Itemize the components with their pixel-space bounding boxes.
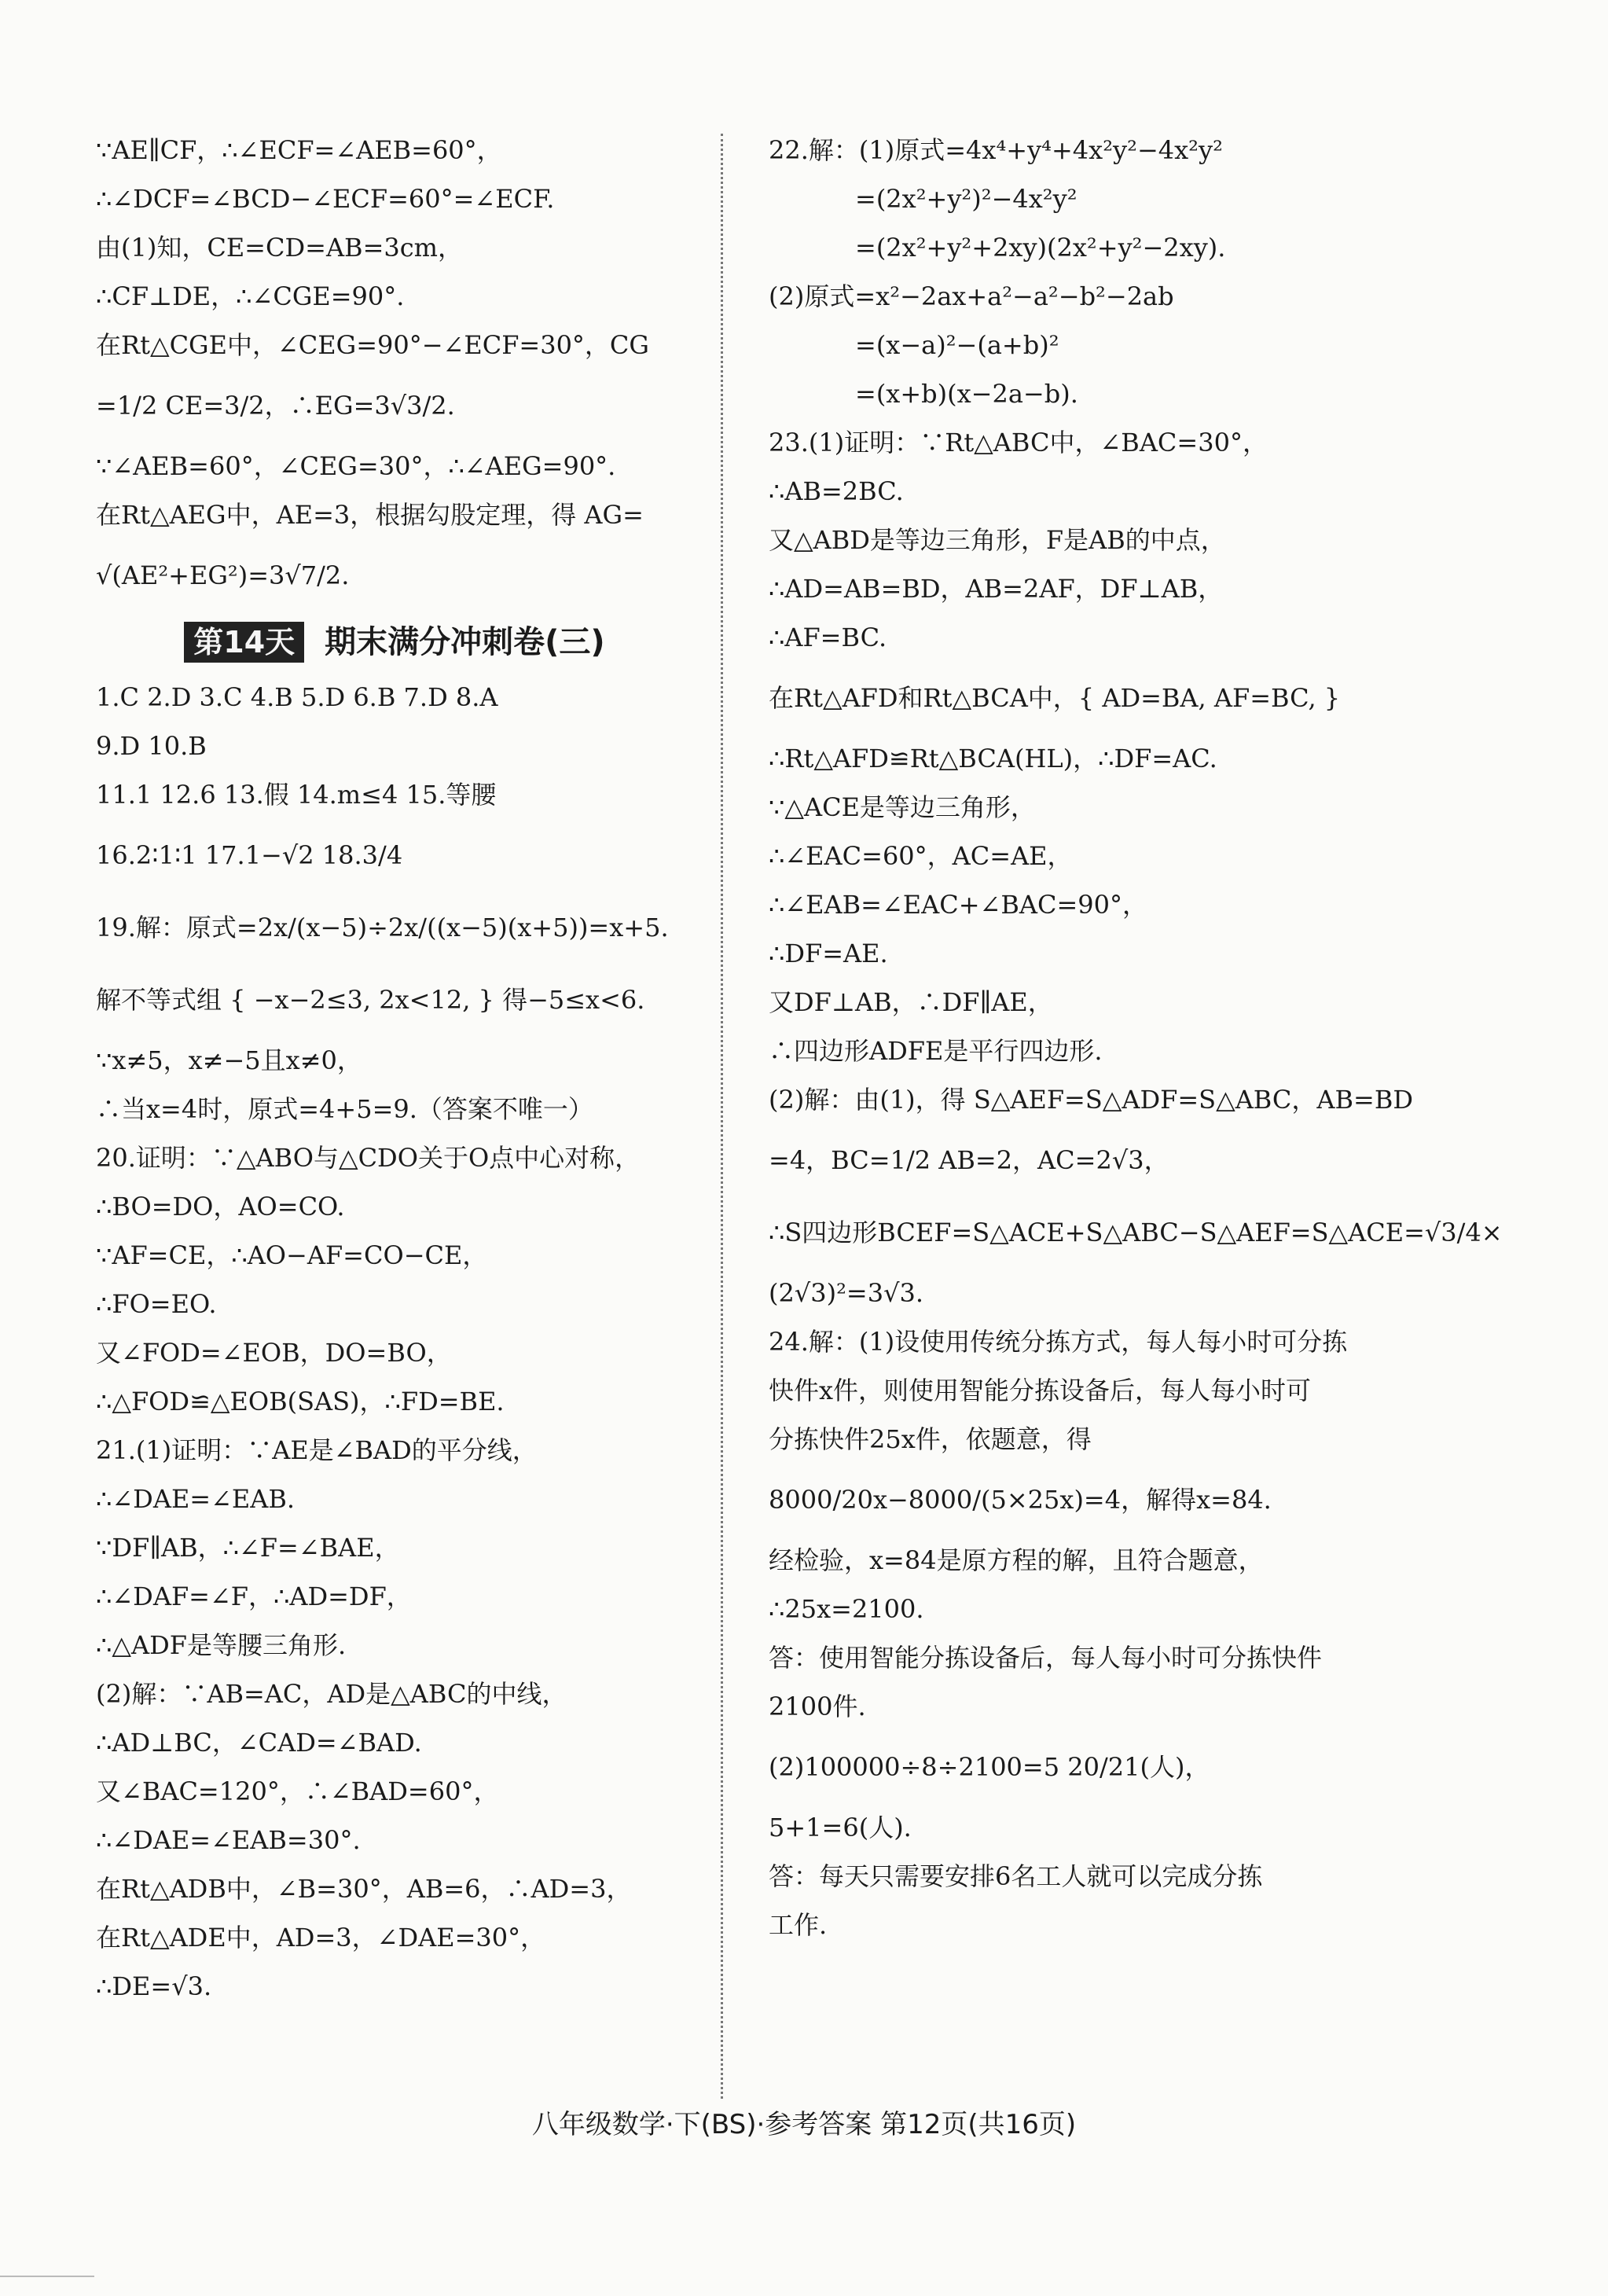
answer-line: 11.1 12.6 13.假 14.m≤4 15.等腰 bbox=[96, 780, 497, 810]
answer-line: ∴∠DCF=∠BCD−∠ECF=60°=∠ECF. bbox=[96, 184, 555, 214]
answer-line: √(AE²+EG²)=3√7/2. bbox=[96, 560, 350, 590]
left-column bbox=[96, 126, 693, 2011]
page-footer: 八年级数学·下(BS)·参考答案 第12页(共16页) bbox=[531, 2109, 1077, 2140]
answer-line: =(x−a)²−(a+b)² bbox=[855, 330, 1059, 360]
section-badge: 第14天 bbox=[184, 622, 304, 663]
answer-line: =1/2 CE=3/2，∴EG=3√3/2. bbox=[96, 391, 455, 421]
answer-line: ∵x≠5，x≠−5且x≠0， bbox=[96, 1045, 362, 1075]
answer-line: 21.(1)证明：∵AE是∠BAD的平分线， bbox=[96, 1435, 538, 1465]
answer-line: 22.解：(1)原式=4x⁴+y⁴+4x²y²−4x²y² bbox=[769, 135, 1223, 165]
answer-line: (2√3)²=3√3. bbox=[769, 1278, 923, 1308]
answer-line: ∴∠DAE=∠EAB. bbox=[96, 1484, 296, 1514]
answer-line: =(2x²+y²+2xy)(2x²+y²−2xy). bbox=[855, 233, 1226, 263]
answer-line: ∴Rt△AFD≌Rt△BCA(HL)，∴DF=AC. bbox=[769, 744, 1217, 773]
answer-line: 在Rt△CGE中，∠CEG=90°−∠ECF=30°，CG bbox=[96, 330, 649, 360]
answer-line: =(x+b)(x−2a−b). bbox=[855, 379, 1078, 409]
answer-line: ∴∠EAB=∠EAC+∠BAC=90°， bbox=[769, 890, 1148, 920]
answer-line: 又△ABD是等边三角形，F是AB的中点， bbox=[769, 525, 1226, 555]
answer-line: 又∠BAC=120°，∴∠BAD=60°， bbox=[96, 1776, 499, 1806]
answer-line: ∴S四边形BCEF=S△ACE+S△ABC−S△AEF=S△ACE=√3/4× bbox=[769, 1218, 1503, 1247]
answer-line: 经检验，x=84是原方程的解，且符合题意， bbox=[769, 1545, 1264, 1575]
answer-line: 16.2∶1∶1 17.1−√2 18.3/4 bbox=[96, 840, 403, 870]
answer-line: (2)解：由(1)，得 S△AEF=S△ADF=S△ABC，AB=BD bbox=[769, 1085, 1414, 1115]
answer-line: 又∠FOD=∠EOB，DO=BO， bbox=[96, 1338, 452, 1368]
section-title: 期末满分冲刺卷(三) bbox=[325, 624, 605, 660]
answer-line: ∴AF=BC. bbox=[769, 623, 887, 652]
answer-line: ∴四边形ADFE是平行四边形. bbox=[769, 1036, 1103, 1066]
answer-line: ∴AD⊥BC，∠CAD=∠BAD. bbox=[96, 1728, 422, 1758]
answer-line: 分拣快件25x件，依题意，得 bbox=[769, 1424, 1092, 1454]
answer-line: 在Rt△AEG中，AE=3，根据勾股定理，得 AG= bbox=[96, 500, 644, 530]
answer-line: 24.解：(1)设使用传统分拣方式，每人每小时可分拣 bbox=[769, 1327, 1348, 1357]
answer-line: (2)解：∵AB=AC，AD是△ABC的中线， bbox=[96, 1679, 567, 1709]
answer-line: ∴∠EAC=60°，AC=AE， bbox=[769, 841, 1073, 871]
answer-line: 9.D 10.B bbox=[96, 731, 207, 761]
answer-line: (2)100000÷8÷2100=5 20/21(人)， bbox=[769, 1752, 1210, 1782]
section-heading bbox=[96, 612, 693, 673]
answer-line: ∴FO=EO. bbox=[96, 1289, 217, 1319]
answer-line: 1.C 2.D 3.C 4.B 5.D 6.B 7.D 8.A bbox=[96, 682, 498, 712]
answer-line: 快件x件，则使用智能分拣设备后，每人每小时可 bbox=[769, 1376, 1312, 1405]
answer-line: 在Rt△ADB中，∠B=30°，AB=6，∴AD=3， bbox=[96, 1874, 632, 1904]
answer-line: ∴∠DAE=∠EAB=30°. bbox=[96, 1825, 361, 1855]
answer-line: =4，BC=1/2 AB=2，AC=2√3， bbox=[769, 1145, 1169, 1175]
answer-line: 工作. bbox=[769, 1910, 828, 1940]
answer-line: 20.证明：∵△ABO与△CDO关于O点中心对称， bbox=[96, 1143, 641, 1173]
scan-edge-line bbox=[0, 2276, 94, 2277]
answer-line: ∴25x=2100. bbox=[769, 1594, 924, 1624]
answer-line: 由(1)知，CE=CD=AB=3cm， bbox=[96, 233, 464, 263]
answer-line: 解不等式组 { −x−2≤3, 2x<12, } 得−5≤x<6. bbox=[96, 985, 645, 1015]
answer-line: ∴DE=√3. bbox=[96, 1971, 212, 2001]
answer-line: ∴CF⊥DE，∴∠CGE=90°. bbox=[96, 281, 405, 311]
answer-line: ∴△ADF是等腰三角形. bbox=[96, 1630, 347, 1660]
answer-line: ∴当x=4时，原式=4+5=9.（答案不唯一） bbox=[96, 1094, 593, 1124]
answer-line: ∴∠DAF=∠F，∴AD=DF， bbox=[96, 1581, 412, 1611]
answer-line: 19.解：原式=2x/(x−5)÷2x/((x−5)(x+5))=x+5. bbox=[96, 913, 669, 942]
answer-line: 8000/20x−8000/(5×25x)=4，解得x=84. bbox=[769, 1485, 1272, 1515]
answer-line: 又DF⊥AB，∴DF∥AE， bbox=[769, 987, 1053, 1017]
answer-line: ∴AD=AB=BD，AB=2AF，DF⊥AB， bbox=[769, 574, 1224, 604]
answer-line: 23.(1)证明：∵Rt△ABC中，∠BAC=30°， bbox=[769, 428, 1268, 457]
answer-line: 在Rt△AFD和Rt△BCA中，{ AD=BA, AF=BC, } bbox=[769, 683, 1341, 713]
answer-line: 答：使用智能分拣设备后，每人每小时可分拣快件 bbox=[769, 1643, 1323, 1673]
answer-line: ∴DF=AE. bbox=[769, 939, 888, 968]
right-column bbox=[769, 126, 1503, 1949]
column-divider bbox=[721, 134, 723, 2099]
answer-line: 答：每天只需要安排6名工人就可以完成分拣 bbox=[769, 1861, 1263, 1891]
answer-line: ∴BO=DO，AO=CO. bbox=[96, 1192, 345, 1221]
answer-line: ∵∠AEB=60°，∠CEG=30°，∴∠AEG=90°. bbox=[96, 451, 616, 481]
answer-line: (2)原式=x²−2ax+a²−a²−b²−2ab bbox=[769, 281, 1174, 311]
answer-line: ∴△FOD≌△EOB(SAS)，∴FD=BE. bbox=[96, 1387, 505, 1416]
answer-line: ∵△ACE是等边三角形， bbox=[769, 792, 1036, 822]
answer-line: ∵AF=CE，∴AO−AF=CO−CE， bbox=[96, 1240, 488, 1270]
answer-line: 2100件. bbox=[769, 1692, 866, 1721]
answer-line: ∵AE∥CF，∴∠ECF=∠AEB=60°， bbox=[96, 135, 502, 165]
answer-line: ∴AB=2BC. bbox=[769, 476, 904, 506]
answer-line: ∵DF∥AB，∴∠F=∠BAE， bbox=[96, 1533, 400, 1563]
answer-line: 5+1=6(人). bbox=[769, 1813, 912, 1842]
answer-line: 在Rt△ADE中，AD=3，∠DAE=30°， bbox=[96, 1923, 546, 1953]
answer-line: =(2x²+y²)²−4x²y² bbox=[855, 184, 1078, 214]
